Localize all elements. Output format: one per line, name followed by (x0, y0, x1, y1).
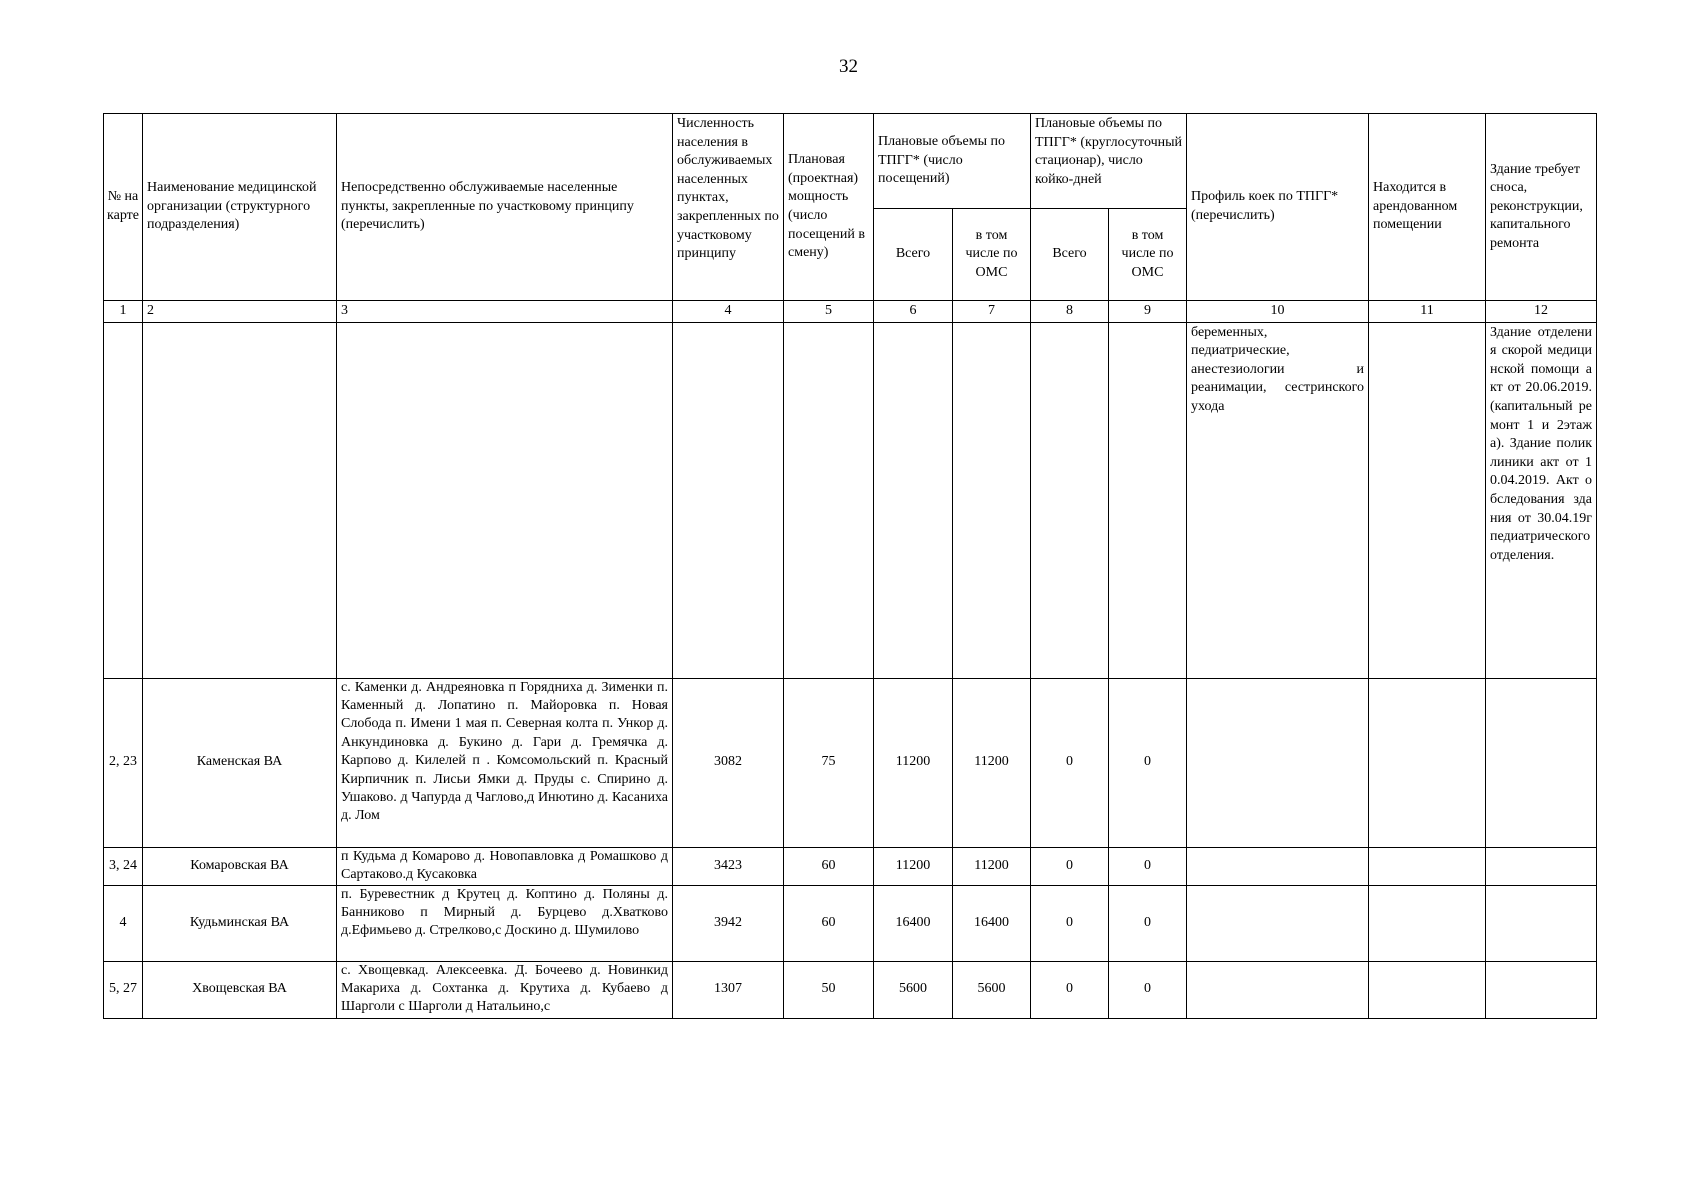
page-number: 32 (839, 56, 858, 77)
column-number: 1 (104, 301, 143, 323)
beddays-oms-cell: 0 (1109, 885, 1187, 961)
capacity-cell: 50 (784, 961, 874, 1018)
beddays-total-cell: 0 (1031, 885, 1109, 961)
capacity-cell: 60 (784, 885, 874, 961)
header-organization: Наименование медицинской организации (структурного подразделения) (143, 114, 337, 301)
bed-profile-cell (1187, 678, 1369, 847)
header-visits-total: Всего (874, 209, 953, 301)
capacity-cell: 60 (784, 847, 874, 885)
map-number-cell: 3, 24 (104, 847, 143, 885)
building-repair-cell (1486, 961, 1597, 1018)
beddays-oms-cell: 0 (1109, 961, 1187, 1018)
column-number: 4 (673, 301, 784, 323)
rented-cell (1369, 885, 1486, 961)
bed-profile-cell (1187, 961, 1369, 1018)
table-row (104, 961, 1597, 1018)
visits-oms-cell: 16400 (953, 885, 1031, 961)
header-bed-profile: Профиль коек по ТПГГ* (перечислить) (1187, 114, 1369, 301)
header-map-number: № на карте (104, 114, 143, 301)
header-settlements: Непосредственно обслуживаемые населенные пункты, закрепленные по участковому принципу (перечислить) (337, 114, 673, 301)
column-number: 3 (337, 301, 673, 323)
rented-cell (1369, 961, 1486, 1018)
column-number: 6 (874, 301, 953, 323)
table-row (104, 885, 1597, 961)
visits-total-cell: 16400 (874, 885, 953, 961)
table-row (104, 678, 1597, 847)
beddays-total-cell: 0 (1031, 678, 1109, 847)
map-number-cell: 2, 23 (104, 678, 143, 847)
settlements-cell: с. Каменки д. Андреяновка п Горядниха д. Зименки п. Каменный д. Лопатино п. Майоровка п. Новая Слобода п. Имени 1 мая п. Северная колта п. Ункор д. Анкундиновка д. Букино д. Гари д. Гремячка д. Карпово д. Килелей п . Комсомольский п. Красный Кирпичник п. Лисьи Ямки д. Пруды с. Спирино д. Ушаково. д Чапурда д Чаглово,д Инютино д. Касаниха д. Лом (337, 678, 673, 847)
map-number-cell: 4 (104, 885, 143, 961)
visits-oms-cell: 5600 (953, 961, 1031, 1018)
beddays-total-cell: 0 (1031, 847, 1109, 885)
facilities-table (103, 113, 1597, 1019)
header-beddays-total: Всего (1031, 209, 1109, 301)
continuation-row (104, 322, 1597, 678)
organization-cell: Комаровская ВА (143, 847, 337, 885)
building-repair-cell (1486, 678, 1597, 847)
header-rented-premises: Находится в арендованном помещении (1369, 114, 1486, 301)
header-population: Численность населения в обслуживаемых населенных пунктах, закрепленных по участковому принципу (673, 114, 784, 301)
column-number: 5 (784, 301, 874, 323)
header-planned-bed-days: Плановые объемы по ТПГГ* (круглосуточный стационар), число койко-дней (1031, 114, 1187, 209)
settlements-cell: п Кудьма д Комарово д. Новопавловка д Ромашково д Сартаково.д Кусаковка (337, 847, 673, 885)
map-number-cell: 5, 27 (104, 961, 143, 1018)
header-planned-visits: Плановые объемы по ТПГГ* (число посещений) (874, 114, 1031, 209)
header-beddays-oms: в том числе по ОМС (1109, 209, 1187, 301)
population-cell: 3423 (673, 847, 784, 885)
header-visits-oms: в том числе по ОМС (953, 209, 1031, 301)
settlements-cell: с. Хвощевкад. Алексеевка. Д. Бочеево д. Новинкид Макариха д. Сохтанка д. Крутиха д. Кубаево д Шарголи с Шарголи д Натальино,с (337, 961, 673, 1018)
organization-cell: Хвощевская ВА (143, 961, 337, 1018)
beddays-total-cell: 0 (1031, 961, 1109, 1018)
population-cell: 1307 (673, 961, 784, 1018)
visits-total-cell: 11200 (874, 847, 953, 885)
rented-cell (1369, 678, 1486, 847)
capacity-cell: 75 (784, 678, 874, 847)
bed-profile-cell: беременных, педиатрические, анестезиологии и реанимации, сестринского ухода (1187, 322, 1369, 678)
building-repair-cell: Здание отделения скорой медицинской помощи акт от 20.06.2019.(капитальный ремонт 1 и 2этажа). Здание поликлиники акт от 10.04.2019. Акт обследования здания от 30.04.19г педиатрического отделения. (1486, 322, 1597, 678)
table-row (104, 847, 1597, 885)
beddays-oms-cell: 0 (1109, 678, 1187, 847)
organization-cell: Каменская ВА (143, 678, 337, 847)
rented-cell (1369, 847, 1486, 885)
visits-total-cell: 11200 (874, 678, 953, 847)
header-capacity: Плановая (проектная) мощность (число посещений в смену) (784, 114, 874, 301)
column-number: 11 (1369, 301, 1486, 323)
population-cell: 3942 (673, 885, 784, 961)
column-number: 10 (1187, 301, 1369, 323)
visits-oms-cell: 11200 (953, 678, 1031, 847)
bed-profile-cell (1187, 885, 1369, 961)
column-number: 7 (953, 301, 1031, 323)
visits-oms-cell: 11200 (953, 847, 1031, 885)
column-numbers-row (104, 301, 1597, 323)
bed-profile-cell (1187, 847, 1369, 885)
column-number: 12 (1486, 301, 1597, 323)
beddays-oms-cell: 0 (1109, 847, 1187, 885)
building-repair-cell (1486, 847, 1597, 885)
settlements-cell: п. Буревестник д Крутец д. Коптино д. Поляны д. Банниково п Мирный д. Бурцево д.Хватково д.Ефимьево д. Стрелково,с Доскино д. Шумилово (337, 885, 673, 961)
column-number: 2 (143, 301, 337, 323)
header-building-repair: Здание требует сноса, реконструкции, капитального ремонта (1486, 114, 1597, 301)
population-cell: 3082 (673, 678, 784, 847)
building-repair-cell (1486, 885, 1597, 961)
column-number: 8 (1031, 301, 1109, 323)
visits-total-cell: 5600 (874, 961, 953, 1018)
column-number: 9 (1109, 301, 1187, 323)
organization-cell: Кудьминская ВА (143, 885, 337, 961)
